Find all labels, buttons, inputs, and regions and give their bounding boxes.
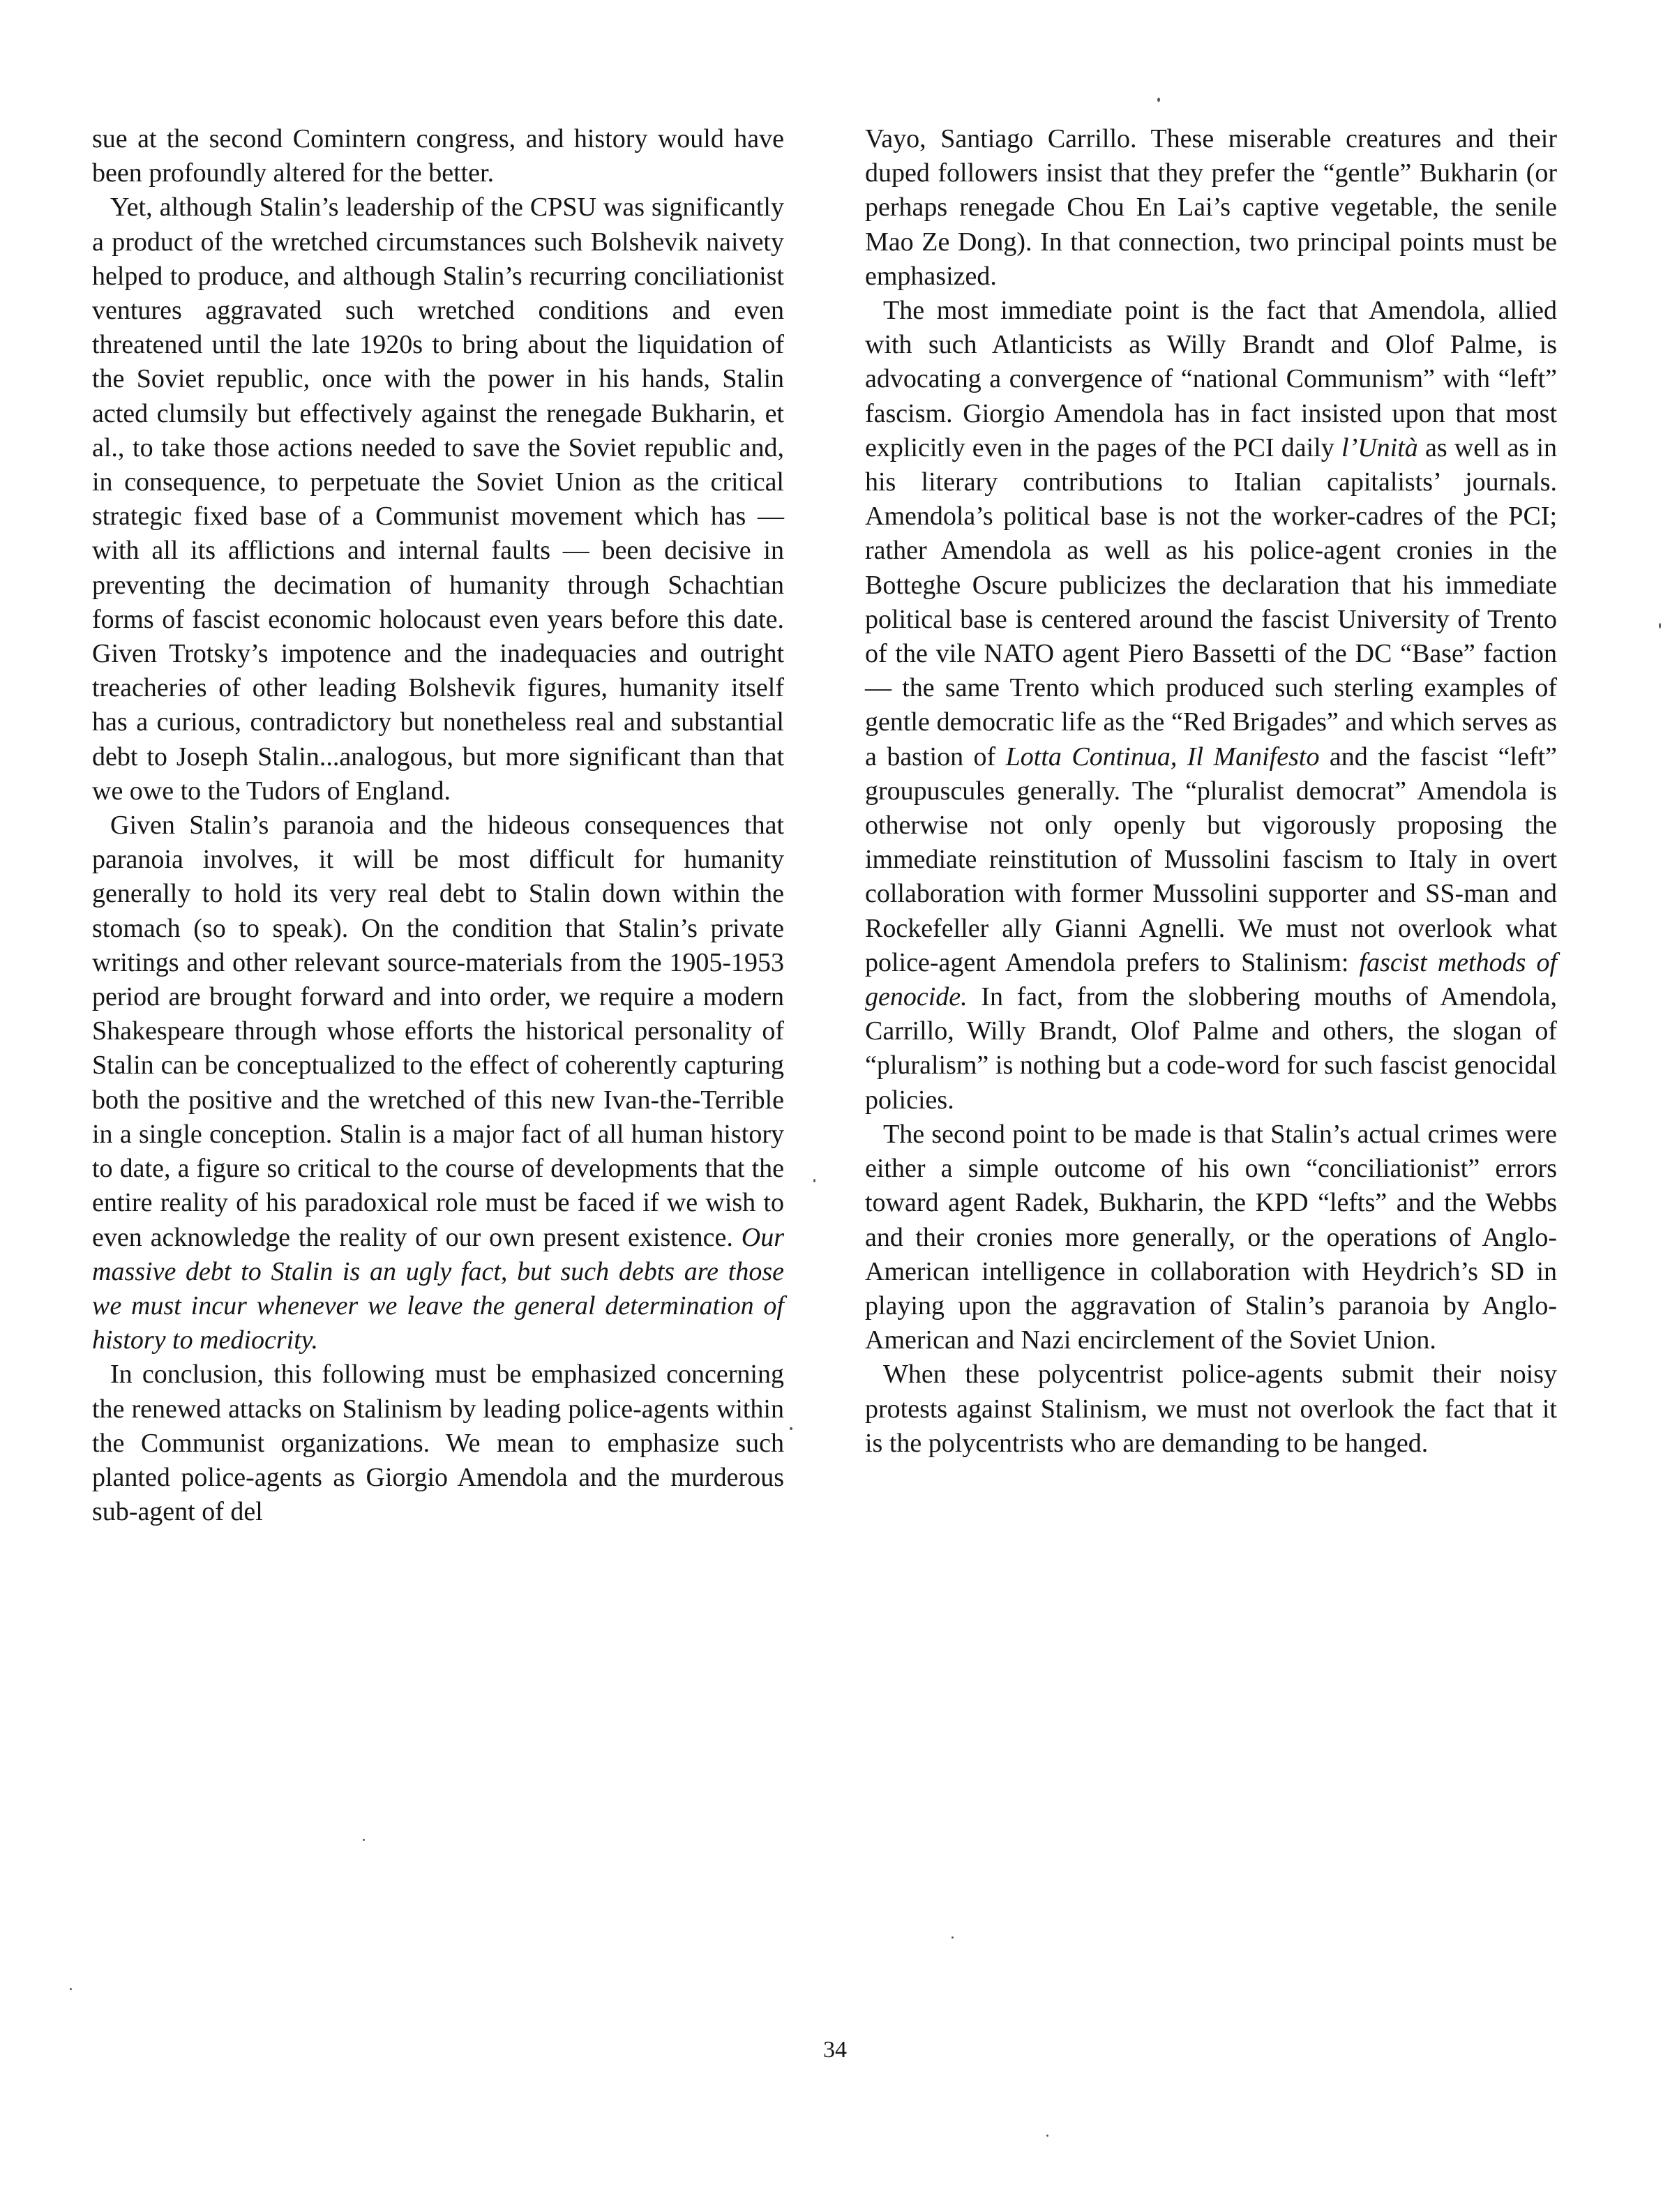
paragraph: Yet, although Stalin’s leadership of the CPSU was significantly a product of the wretched circumstances such Bolshevik naivety helped to produce, and although Stalin’s recurring conciliationist ventures aggravated such wretched conditions and even threatened until the late 1920s to bring about the liquidation of the Soviet republic, once with the power in his hands, Stalin acted clumsily but effectively against the renegade Bukharin, et al., to take those actions needed to save the Soviet republic and, in consequence, to perpetuate the Soviet Union as the critical strategic fixed base of a Communist movement which has — with all its afflictions and internal faults — been decisive in preventing the decimation of humanity through Schachtian forms of fascist economic holocaust even years before this date. Given Trotsky’s impotence and the inadequacies and outright treacheries of other leading Bolshevik figures, humanity itself has a curious, contradictory but nonetheless real and substantial debt to Joseph Stalin...analogous, but more significant than that we owe to the Tudors of England.: [92, 193, 784, 806]
paragraph: [92, 808, 784, 1357]
italic-emphasis: fascist methods of genocide.: [865, 947, 1558, 1012]
scan-speck: [1157, 98, 1160, 102]
paragraph-text: Given Stalin’s paranoia and the hideous consequences that paranoia involves, it will be most difficult for humanity generally to hold its very real debt to Stalin down within the stomach (so to speak). On the condition that Stalin’s private writings and other relevant source-materials from the 1905-1953 period are brought forward and into order, we require a modern Shakespeare through whose efforts the historical personality of Stalin can be conceptualized to the effect of coherently capturing both the positive and the wretched of this new Ivan-the-Terrible in a single conception. Stalin is a major fact of all human history to date, a figure so critical to the course of developments that the entire reality of his paradoxical role must be faced if we wish to even acknowledge the reality of our own present existence.: [92, 811, 784, 1252]
scan-speck: [70, 1988, 72, 1990]
paragraph: sue at the second Comintern congress, and history would have been profoundly altered for the better.: [92, 124, 784, 188]
page-number: 34: [823, 2037, 847, 2063]
scan-speck: [1659, 623, 1661, 629]
paragraph: The second point to be made is that Stalin’s actual crimes were either a simple outcome of his own “conciliationist” errors toward agent Radek, Bukharin, the KPD “lefts” and the Webbs and their cronies more generally, or the operations of Anglo-American intelligence in collaboration with Heydrich’s SD in playing upon the aggravation of Stalin’s paranoia by Anglo-American and Nazi encirclement of the Soviet Union.: [865, 1119, 1557, 1355]
paragraph-text: The most immediate point is the fact that Amendola, allied with such Atlanticists as Willy Brandt and Olof Palme, is advocating a convergence of “national Communism” with “left” fascism. Giorgio Amendola has in fact insisted upon that most explicitly even in the pages of the PCI daily: [865, 296, 1557, 462]
scan-speck: [363, 1839, 365, 1841]
paragraph-text: and the fascist “left” groupuscules generally. The “pluralist democrat” Amendola is otherwise not only openly but vigorously proposing the immediate reinstitution of Mussolini fascism to Italy in overt collaboration with former Mussolini supporter and SS-man and Rockefeller ally Gianni Agnelli. We must not overlook what police-agent Amendola prefers to Stalinism:: [865, 742, 1558, 977]
scan-speck: [1046, 2135, 1048, 2137]
right-column: [865, 122, 1557, 1461]
scan-speck: [790, 1427, 792, 1430]
paragraph-text: In fact, from the slobbering mouths of Amendola, Carrillo, Willy Brandt, Olof Palme and others, the slogan of “pluralism” is nothing but a code-word for such fascist genocidal policies.: [865, 982, 1557, 1115]
italic-emphasis: Our massive debt to Stalin is an ugly fact, but such debts are those we must incur whenever we leave the general determination of history to mediocrity.: [92, 1222, 784, 1355]
paragraph: Vayo, Santiago Carrillo. These miserable creatures and their duped followers insist that they prefer the “gentle” Bukharin (or perhaps renegade Chou En Lai’s captive vegetable, the senile Mao Ze Dong). In that connection, two principal points must be emphasized.: [865, 124, 1557, 291]
scan-speck: [813, 1179, 815, 1182]
italic-newspaper-name: l’Unità: [1341, 432, 1418, 462]
left-column: [92, 122, 784, 1529]
paragraph: When these polycentrist police-agents submit their noisy protests against Stalinism, we must not overlook the fact that it is the polycentrists who are demanding to be hanged.: [865, 1360, 1557, 1458]
paragraph-text: as well as in his literary contributions to Italian capitalists’ journals. Amendola’s political base is not the worker-cadres of the PCI; rather Amendola as well as his police-agent cronies in the Botteghe Oscure publicizes the declaration that his immediate political base is centered around the fascist University of Trento of the vile NATO agent Piero Bassetti of the DC “Base” faction — the same Trento which produced such sterling examples of gentle democratic life as the “Red Brigades” and which serves as a bastion of: [865, 432, 1558, 772]
italic-publication-names: Lotta Continua, Il Manifesto: [1005, 742, 1320, 772]
scan-speck: [951, 1936, 954, 1939]
paragraph: In conclusion, this following must be emphasized concerning the renewed attacks on Stalinism by leading police-agents within the Communist organizations. We mean to emphasize such planted police-agents as Giorgio Amendola and the murderous sub-agent of del: [92, 1360, 784, 1527]
paragraph: [865, 294, 1557, 1118]
